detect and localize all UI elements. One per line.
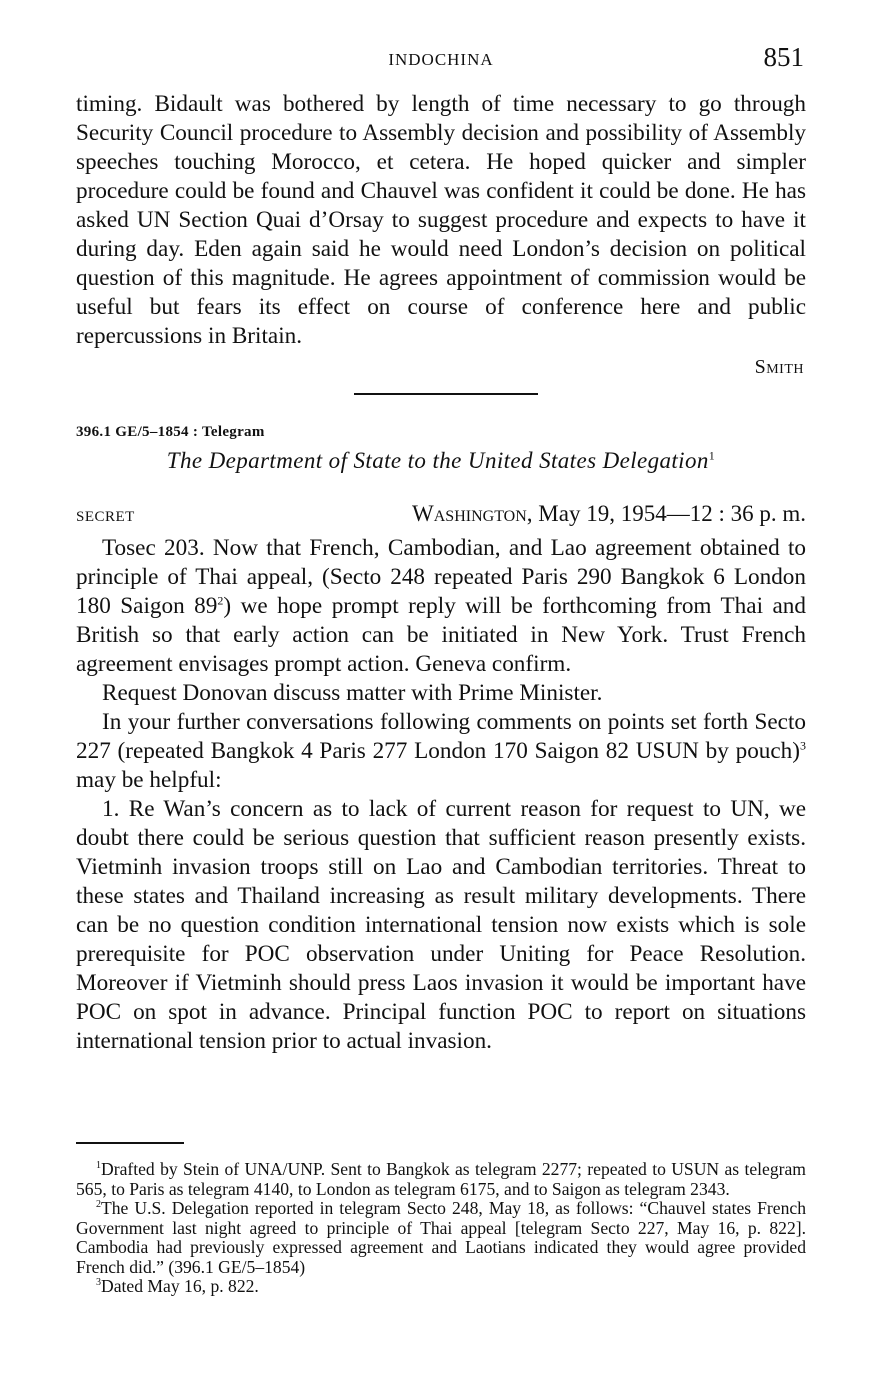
footnote-2	[76, 1199, 806, 1277]
paragraph-text: Tosec 203. Now that French, Cambodian, and Lao agreement obtained to principle of Thai appeal, (Secto 248 repeated Paris 290 Bangkok 6 London 180 Saigon 89	[76, 535, 806, 619]
footnote-text: The U.S. Delegation reported in telegram Secto 248, May 18, as follows: “Chauvel states French Government last night agreed to principle of Thai appeal [telegram Secto 227, May 16, p. 822]. Cambodia had previously expressed agreement and Laotians indicated they would agree provided French did.” (396.1 GE/5–1854)	[76, 1198, 806, 1277]
paragraph-text-cont: ) we hope prompt reply will be forthcoming from Thai and British so that early action can be initiated in New York. Trust French agreement envisages prompt action. Geneva confirm.	[76, 593, 806, 677]
paragraph-text: 1. Re Wan’s concern as to lack of current reason for request to UN, we doubt there could be serious question that sufficient reason presently exists. Vietminh invasion troops still on Lao and Cambodian territories. Threat to these states and Thailand increasing as result military developments. There can be no question condition international tension now exists which is sole prerequisite for POC observation under Uniting for Peace Resolution. Moreover if Vietminh should press Laos invasion it would be important have POC on spot in advance. Principal function POC to report on situations international tension prior to actual invasion.	[76, 796, 806, 1054]
paragraph-text: In your further conversations following comments on points set forth Secto 227 (repeated Bangkok 4 Paris 277 London 170 Saigon 82 USUN by pouch)	[76, 709, 806, 764]
signature	[755, 356, 804, 379]
footnote-divider	[76, 1142, 184, 1144]
section-divider	[354, 393, 538, 395]
footnote-ref-2[interactable]: 2	[217, 593, 224, 608]
running-header	[76, 44, 806, 80]
place-name: Washington	[412, 501, 527, 526]
footnote-text: Drafted by Stein of UNA/UNP. Sent to Bangkok as telegram 2277; repeated to USUN as telegram 565, to Paris as telegram 4140, to London as telegram 6175, and to Saigon as telegram 2343.	[76, 1159, 806, 1199]
signature-name: Smith	[754, 356, 804, 378]
document-title	[76, 448, 806, 474]
body-paragraph	[76, 795, 806, 1056]
footnote-mark: 1	[96, 1160, 101, 1172]
body-paragraph	[76, 679, 806, 708]
footnote-ref-1[interactable]: 1	[708, 448, 716, 463]
telegram-body	[76, 534, 806, 1056]
footnote-3	[76, 1277, 806, 1297]
document-title-text: The Department of State to the United States Delegation	[166, 448, 709, 473]
body-paragraph	[76, 534, 806, 679]
body-paragraph	[76, 708, 806, 795]
continued-paragraph	[76, 90, 806, 351]
footnote-text: Dated May 16, p. 822.	[101, 1276, 259, 1296]
footnote-mark: 3	[96, 1277, 101, 1289]
running-title: INDOCHINA	[388, 50, 494, 69]
footnotes	[76, 1160, 806, 1297]
date-time: , May 19, 1954—12 : 36 p. m.	[526, 501, 806, 526]
classification-label: SECRET	[76, 509, 135, 525]
paragraph-text-cont: may be helpful:	[76, 767, 222, 793]
file-reference: 396.1 GE/5–1854 : Telegram	[76, 424, 265, 440]
page-number: 851	[763, 42, 804, 72]
continued-paragraph-text: timing. Bidault was bothered by length of time necessary to go through Security Council procedure to Assembly decision and possibility of Assembly speeches touching Morocco, et cetera. He hoped quicker and simpler procedure could be found and Chauvel was confident it could be done. He has asked UN Section Quai d’Orsay to suggest procedure and expects to have it during day. Eden again said he would need London’s decision on political question of this magnitude. He agrees appointment of commission would be useful but fears its effect on course of conference here and public repercussions in Britain.	[76, 91, 806, 349]
paragraph-text: Request Donovan discuss matter with Prime Minister.	[102, 680, 603, 706]
footnote-mark: 2	[96, 1199, 101, 1211]
footnote-1	[76, 1160, 806, 1199]
place-date	[412, 501, 806, 527]
footnote-ref-3[interactable]: 3	[800, 738, 806, 753]
dateline	[76, 501, 806, 533]
